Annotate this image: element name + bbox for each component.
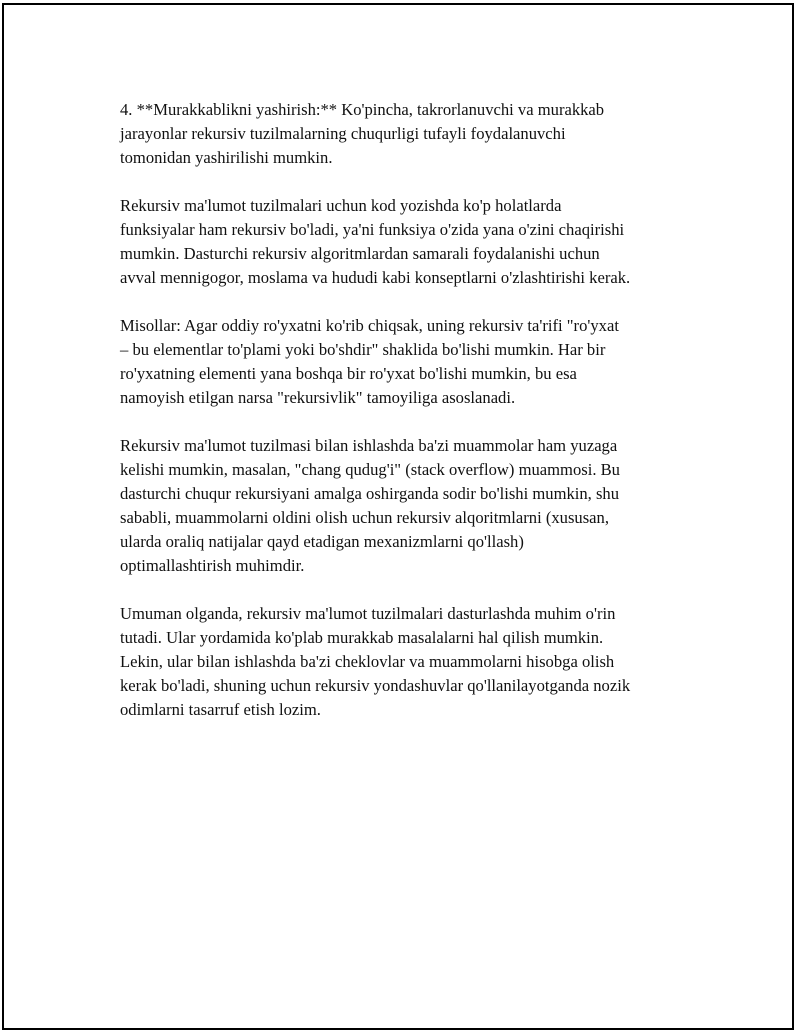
paragraph-examples: Misollar: Agar oddiy ro'yxatni ko'rib chiqsak, uning rekursiv ta'rifi "ro'yxat – bu elementlar to'plami yoki bo'shdir" shaklida bo'lishi mumkin. Har bir ro'yxatning elementi yana boshqa bir ro'yxat bo'lishi mumkin, bu esa namoyish etilgan narsa "rekursivlik" tamoyiliga asoslanadi. [120,316,619,407]
page-frame [2,3,794,1030]
paragraph-conclusion: Umuman olganda, rekursiv ma'lumot tuzilmalari dasturlashda muhim o'rin tutadi. Ular yordamida ko'plab murakkab masalalarni hal qilish mumkin. Lekin, ular bilan ishlashda ba'zi cheklovlar va muammolarni hisobga olish kerak bo'ladi, shuning uchun rekursiv yondashuvlar qo'llanilayotganda nozik odimlarni tasarruf etish lozim. [120,604,631,719]
document-body [120,98,700,746]
paragraph-stack-overflow: Rekursiv ma'lumot tuzilmasi bilan ishlashda ba'zi muammolar ham yuzaga kelishi mumkin, masalan, "chang qudug'i" (stack overflow) muammosi. Bu dasturchi chuqur rekursiyani amalga oshirganda sodir bo'lishi mumkin, shu sababli, muammolarni oldini olish uchun rekursiv alqoritmlarni (xususan, ularda oraliq natijalar qayd etadigan mexanizmlarni qo'llash) optimallashtirish muhimdir. [120,436,620,575]
paragraph-recursive-functions: Rekursiv ma'lumot tuzilmalari uchun kod yozishda ko'p holatlarda funksiyalar ham rekursiv bo'ladi, ya'ni funksiya o'zida yana o'zini chaqirishi mumkin. Dasturchi rekursiv algoritmlardan samarali foydalanishi uchun avval mennigogor, moslama va hududi kabi konseptlarni o'zlashtirishi kerak. [120,196,631,287]
paragraph-hiding-complexity: 4. **Murakkablikni yashirish:** Ko'pincha, takrorlanuvchi va murakkab jarayonlar rekursiv tuzilmalarning chuqurligi tufayli foydalanuvchi tomonidan yashirilishi mumkin. [120,100,605,167]
